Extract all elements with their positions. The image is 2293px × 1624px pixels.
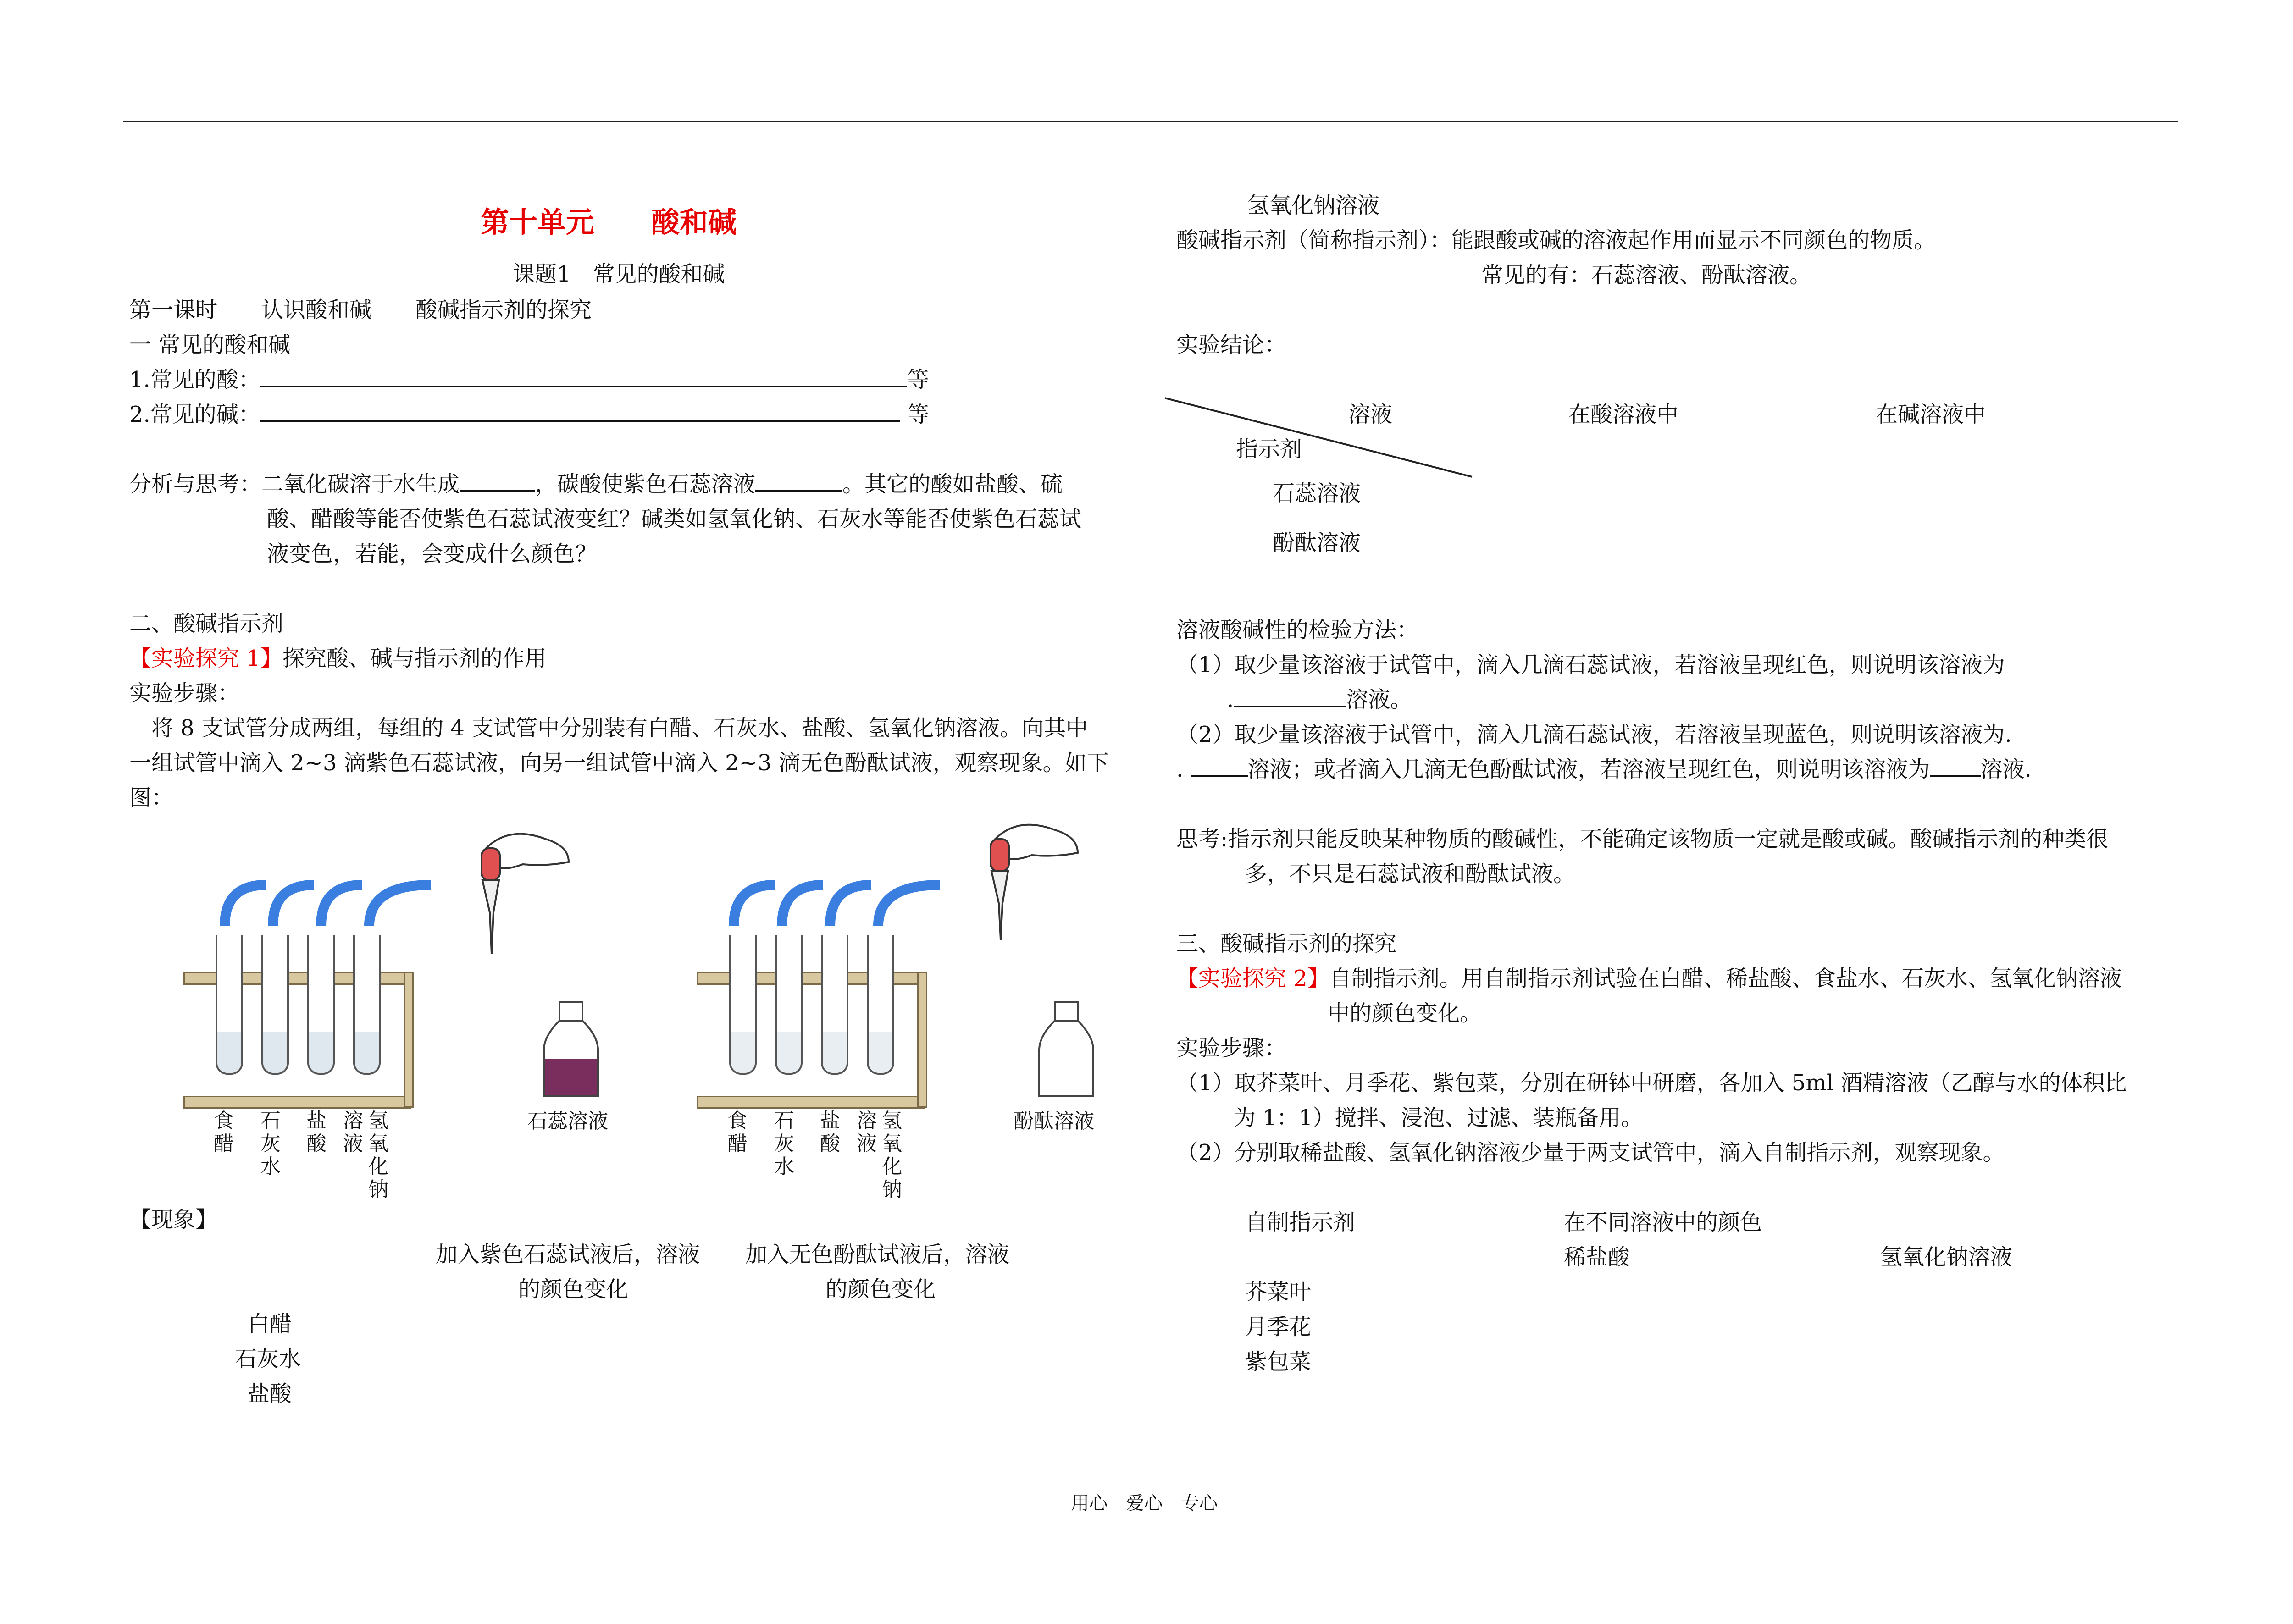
- tube-label: 食醋: [727, 1109, 748, 1155]
- analysis-label: 分析与思考：: [129, 471, 262, 497]
- method1-blank[interactable]: [1234, 687, 1346, 707]
- step1-line2: 为 1：1）搅拌、浸泡、过滤、装瓶备用。: [1234, 1105, 1643, 1131]
- experiment2-tag: 【实验探究 2】: [1176, 966, 1329, 991]
- test-tube: [307, 935, 335, 1075]
- phenomenon-label: 【现象】: [129, 1207, 218, 1232]
- phenomenon-row-label: 盐酸: [248, 1381, 292, 1407]
- table-row-label: 石蕊溶液: [1273, 481, 1361, 506]
- tube-label: 盐酸: [306, 1109, 327, 1155]
- step2-line: （2）分别取稀盐酸、氢氧化钠溶液少量于两支试管中，滴入自制指示剂，观察现象。: [1176, 1140, 2005, 1166]
- litmus-bottle-icon: [541, 1000, 601, 1100]
- section3-heading: 三、酸碱指示剂的探究: [1176, 931, 1397, 956]
- dropper-icon: [963, 812, 1082, 945]
- test-method-label: 溶液酸碱性的检验方法：: [1176, 617, 1419, 643]
- experiment1-title: [129, 646, 547, 672]
- method1-line1: （1）取少量该溶液于试管中，滴入几滴石蕊试液，若溶液呈现红色，则说明该溶液为: [1176, 652, 2005, 678]
- phenomenon-col1-line2: 的颜色变化: [518, 1276, 629, 1302]
- experiment2-line2: 中的颜色变化。: [1328, 1000, 1482, 1026]
- table-col-acid: 在酸溶液中: [1568, 402, 1679, 427]
- think-line1: [1176, 826, 2108, 853]
- table-diagonal-line: [1165, 394, 1477, 481]
- litmus-bottle-label: 石蕊溶液: [527, 1110, 608, 1133]
- table2-row-label: 紫包菜: [1245, 1349, 1312, 1375]
- tube-label: 盐酸: [820, 1109, 840, 1155]
- think-line2: 多，不只是石蕊试液和酚酞试液。: [1245, 861, 1576, 887]
- rack-bottom-bar: [183, 1096, 411, 1109]
- tube-label: 溶液: [857, 1109, 877, 1155]
- dropper-icon: [454, 821, 573, 958]
- test-tube: [775, 935, 803, 1075]
- common-acids-row: [129, 367, 929, 393]
- method2-blank-1[interactable]: [1191, 757, 1248, 777]
- steps2-label: 实验步骤：: [1176, 1035, 1287, 1061]
- think-label: 思考:: [1176, 826, 1228, 852]
- analysis-text: ，碳酸使紫色石蕊溶液: [535, 471, 756, 497]
- method2-blank-2[interactable]: [1930, 757, 1981, 777]
- phenolphthalein-bottle-icon: [1036, 1000, 1096, 1100]
- test-tube: [216, 935, 243, 1075]
- steps-label: 实验步骤：: [129, 680, 240, 706]
- lesson-title: 课题1 常见的酸和碱: [513, 261, 725, 287]
- unit-title: 第十单元 酸和碱: [481, 205, 737, 239]
- header-rule: [123, 121, 2178, 122]
- analysis-blank-1[interactable]: [460, 472, 535, 492]
- section1-heading: 一 常见的酸和碱: [129, 332, 291, 358]
- section2-heading: 二、酸碱指示剂: [129, 611, 284, 636]
- dropping-arrows-icon: [720, 871, 958, 935]
- table-head-solution: 溶液: [1348, 402, 1393, 427]
- common-bases-row: [129, 402, 929, 428]
- method1-text: 溶液。: [1346, 687, 1412, 713]
- tube-label: 石灰水: [260, 1109, 281, 1178]
- table2-row-label: 芥菜叶: [1245, 1279, 1312, 1305]
- analysis-line3: 液变色，若能，会变成什么颜色？: [267, 541, 598, 567]
- method2-text: 溶液；或者滴入几滴无色酚酞试液，若溶液呈现红色，则说明该溶液为: [1247, 757, 1930, 782]
- method2-line1: （2）取少量该溶液于试管中，滴入几滴石蕊试液，若溶液呈现蓝色，则说明该溶液为.: [1176, 722, 2012, 747]
- analysis-text: 。其它的酸如盐酸、硫: [842, 471, 1063, 497]
- test-tube: [353, 935, 381, 1075]
- common-acids-blank[interactable]: [260, 367, 907, 387]
- footer-text: 用心 爱心 专心: [1071, 1493, 1218, 1514]
- table2-col-base: 氢氧化钠溶液: [1880, 1244, 2013, 1270]
- rack-bottom-bar: [697, 1096, 925, 1109]
- conclusion-label: 实验结论：: [1176, 332, 1287, 358]
- common-indicators: 常见的有：石蕊溶液、酚酞溶液。: [1481, 262, 1812, 288]
- common-bases-blank[interactable]: [260, 402, 900, 422]
- step1-line1: （1）取芥菜叶、月季花、紫包菜，分别在研钵中研磨，各加入 5ml 酒精溶液（乙醇与水的体积比: [1176, 1070, 2127, 1096]
- table-col-base: 在碱溶液中: [1876, 402, 1986, 427]
- phenomenon-row-label: 白醋: [248, 1311, 292, 1337]
- table2-col-acid: 稀盐酸: [1564, 1244, 1630, 1270]
- etc-text: 等: [907, 402, 930, 427]
- experiment1-tag: 【实验探究 1】: [129, 646, 282, 671]
- steps-line3: 图：: [129, 785, 174, 811]
- experiment1-text: 探究酸、碱与指示剂的作用: [282, 646, 547, 671]
- indicator-definition: 酸碱指示剂（简称指示剂）：能跟酸或碱的溶液起作用而显示不同颜色的物质。: [1176, 227, 1936, 253]
- phenomenon-row-label: 石灰水: [235, 1346, 301, 1372]
- test-tube: [867, 935, 894, 1075]
- naoh-solution-line: 氢氧化钠溶液: [1247, 193, 1380, 218]
- test-tube: [261, 935, 289, 1075]
- phenomenon-col2-line2: 的颜色变化: [825, 1276, 936, 1302]
- method2-line2: . 溶液；或者滴入几滴无色酚酞试液，若溶液呈现红色，则说明该溶液为 溶液.: [1176, 757, 2032, 782]
- tube-label: 石灰水: [774, 1109, 794, 1178]
- table-row-label: 酚酞溶液: [1273, 530, 1361, 556]
- tube-label: 溶液: [343, 1109, 363, 1155]
- rack-post: [404, 972, 414, 1108]
- analysis-blank-2[interactable]: [755, 472, 842, 492]
- steps-line2: 一组试管中滴入 2~3 滴紫色石蕊试液，向另一组试管中滴入 2~3 滴无色酚酞试液，观察现象。如下: [129, 750, 1109, 776]
- dropping-arrows-icon: [211, 871, 449, 935]
- analysis-text: 二氧化碳溶于水生成: [261, 471, 460, 497]
- experiment2-text: 自制指示剂。用自制指示剂试验在白醋、稀盐酸、食盐水、石灰水、氢氧化钠溶液: [1329, 966, 2122, 991]
- common-bases-label: 2.常见的碱：: [129, 402, 260, 427]
- tube-label: 氢氧化钠: [882, 1109, 902, 1201]
- tube-label: 氢氧化钠: [368, 1109, 388, 1201]
- period-title: 第一课时 认识酸和碱 酸碱指示剂的探究: [129, 297, 592, 323]
- rack-post: [917, 972, 927, 1108]
- table2-row-label: 月季花: [1245, 1314, 1312, 1340]
- test-tube: [729, 935, 757, 1075]
- steps-line1: 将 8 支试管分成两组，每组的 4 支试管中分别装有白醋、石灰水、盐酸、氢氧化钠溶液。向其中: [151, 715, 1088, 741]
- etc-text: 等: [907, 367, 929, 392]
- experiment2-line1: [1176, 966, 2122, 992]
- method2-text: 溶液.: [1980, 757, 2032, 782]
- method1-line2: . 溶液。: [1227, 687, 1412, 713]
- phenomenon-col1-line1: 加入紫色石蕊试液后，溶液: [436, 1242, 700, 1267]
- tube-label: 食醋: [214, 1109, 234, 1155]
- phenomenon-col2-line1: 加入无色酚酞试液后，溶液: [745, 1242, 1010, 1267]
- test-tube: [821, 935, 848, 1075]
- table-head-indicator: 指示剂: [1236, 436, 1302, 462]
- analysis-line2: 酸、醋酸等能否使紫色石蕊试液变红？碱类如氢氧化钠、石灰水等能否使紫色石蕊试: [267, 506, 1082, 532]
- table2-head-indicator: 自制指示剂: [1245, 1210, 1356, 1235]
- think-text: 指示剂只能反映某种物质的酸碱性，不能确定该物质一定就是酸或碱。酸碱指示剂的种类很: [1228, 826, 2109, 852]
- common-acids-label: 1.常见的酸：: [129, 367, 260, 392]
- phenolphthalein-bottle-label: 酚酞溶液: [1014, 1110, 1094, 1133]
- analysis-line1: [129, 471, 1063, 498]
- table2-head-colors: 在不同溶液中的颜色: [1564, 1210, 1762, 1235]
